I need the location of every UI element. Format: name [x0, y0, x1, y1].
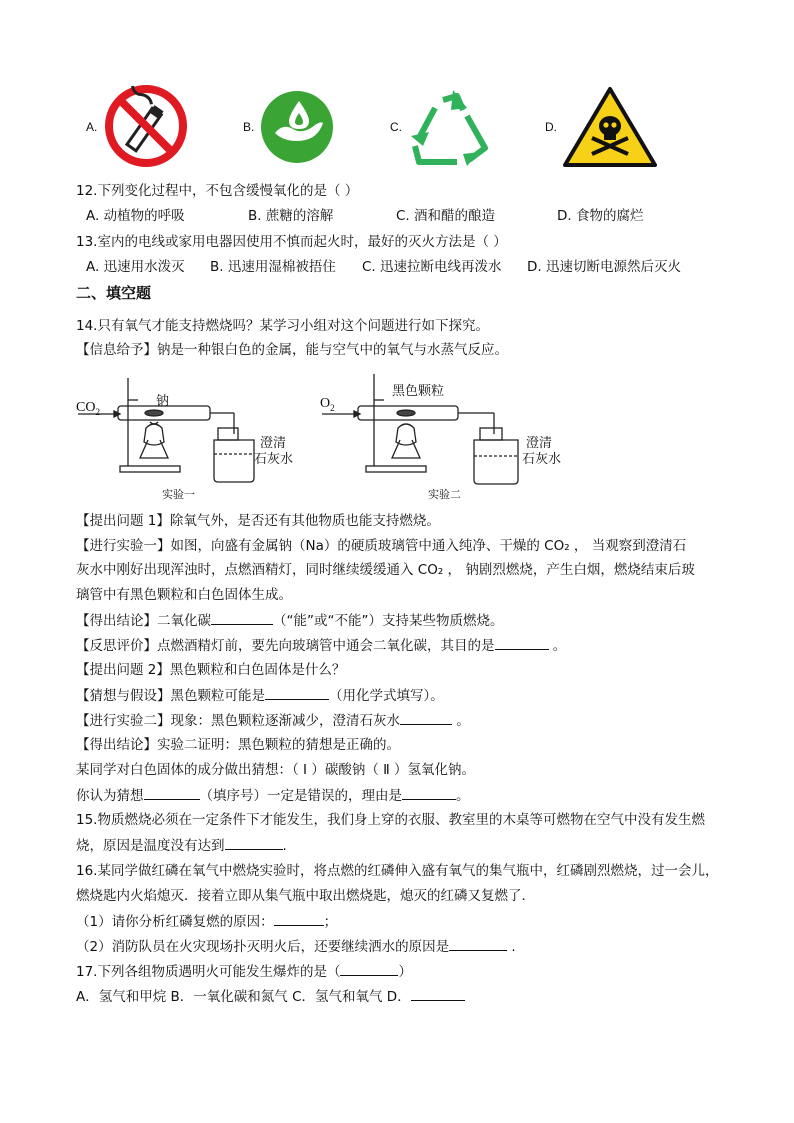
option-d-letter: D.	[545, 120, 557, 134]
q14-exp2: 【进行实验二】现象：黑色颗粒逐渐减少，澄清石灰水 。	[76, 710, 470, 731]
q12-option-a: A. 动植物的呼吸	[86, 208, 185, 224]
q13-stem: 13.室内的电线或家用电器因使用不慎而起火时，最好的灭火方法是（ ）	[76, 234, 507, 250]
q13-option-b: B. 迅速用湿棉被捂住	[210, 259, 336, 275]
q14-problem2: 【提出问题 2】黑色颗粒和白色固体是什么？	[76, 662, 346, 678]
q14-reflect: 【反思评价】点燃酒精灯前，要先向玻璃管中通会二氧化碳，其目的是 。	[76, 635, 566, 656]
exp2-water-label-2: 石灰水	[522, 452, 562, 467]
q14-exp1-line1: 【进行实验一】如图，向盛有金属钠（Na）的硬质玻璃管中通入纯净、干燥的 CO₂ ， 当观察到澄清石	[76, 538, 687, 554]
q15-line1: 15.物质燃烧必须在一定条件下才能发生，我们身上穿的衣服、教室里的木桌等可燃物在空气中没有发生燃	[76, 812, 705, 828]
answer-blank[interactable]	[225, 835, 283, 850]
answer-blank[interactable]	[411, 986, 465, 1001]
q15-line2: 烧，原因是温度没有达到 .	[76, 835, 287, 856]
exp2-gas-label: $O_2$	[320, 396, 335, 413]
no-smoking-icon	[104, 84, 188, 168]
answer-blank[interactable]	[144, 785, 200, 800]
q12-option-d: D. 食物的腐烂	[557, 208, 644, 224]
exp2-particles-label: 黑色颗粒	[392, 384, 445, 399]
q16-line2: 燃烧匙内火焰熄灭．接着立即从集气瓶中取出燃烧匙，熄灭的红磷又复燃了．	[76, 888, 535, 904]
q14-conclusion2: 【得出结论】实验二证明：黑色颗粒的猜想是正确的。	[76, 737, 400, 753]
answer-blank[interactable]	[211, 610, 273, 625]
q12-option-c: C. 酒和醋的酿造	[396, 208, 496, 224]
answer-blank[interactable]	[449, 936, 507, 951]
section-heading: 二、填空题	[76, 284, 152, 302]
answer-blank[interactable]	[265, 685, 329, 700]
water-saving-icon	[259, 89, 335, 165]
answer-blank[interactable]	[400, 710, 452, 725]
experiment-figure	[74, 368, 594, 508]
apparatus-drawing	[74, 368, 594, 508]
answer-blank[interactable]	[495, 635, 549, 650]
q13-option-a: A. 迅速用水泼灭	[86, 259, 185, 275]
q16-line1: 16.某同学做红磷在氧气中燃烧实验时，将点燃的红磷伸入盛有氧气的集气瓶中，红磷剧烈燃烧，过一会儿，	[76, 863, 719, 879]
q14-wrong-guess: 你认为猜想 （填序号）一定是错误的，理由是 。	[76, 785, 470, 806]
q13-option-c: C. 迅速拉断电线再泼水	[362, 259, 502, 275]
q17-stem: 17.下列各组物质遇明火可能发生爆炸的是（ ）	[76, 961, 412, 982]
q14-info: 【信息给予】钠是一种银白色的金属，能与空气中的氧气与水蒸气反应。	[76, 342, 508, 358]
q14-white-guess: 某同学对白色固体的成分做出猜想：（ Ⅰ ）碳酸钠（ Ⅱ ）氢氧化钠。	[76, 762, 476, 778]
q14-exp1-line3: 璃管中有黑色颗粒和白色固体生成。	[76, 587, 292, 603]
exp1-water-label-2: 石灰水	[254, 452, 294, 467]
q17-options: A．氢气和甲烷 B．一氧化碳和氮气 C．氢气和氧气 D．	[76, 986, 465, 1007]
answer-blank[interactable]	[402, 785, 456, 800]
q14-conclusion1: 【得出结论】二氧化碳 （“能”或“不能”）支持某些物质燃烧。	[76, 610, 503, 631]
q14-problem1: 【提出问题 1】除氧气外，是否还有其他物质也能支持燃烧。	[76, 513, 440, 529]
option-a-letter: A.	[86, 120, 98, 134]
exp1-water-label-1: 澄清	[260, 436, 287, 451]
exp2-caption: 实验二	[428, 488, 461, 501]
exp2-water-label-1: 澄清	[526, 436, 553, 451]
option-b-letter: B.	[243, 120, 255, 134]
toxic-warning-icon	[562, 86, 658, 168]
option-c-letter: C.	[390, 120, 402, 134]
exp1-sodium-label: 钠	[156, 394, 170, 409]
answer-blank[interactable]	[340, 961, 398, 976]
exp1-gas-label: $CO_2$	[76, 400, 100, 417]
q12-stem: 12.下列变化过程中，不包含缓慢氧化的是（ ）	[76, 183, 359, 199]
answer-blank[interactable]	[274, 911, 324, 926]
q13-option-d: D. 迅速切断电源然后灭火	[527, 259, 681, 275]
q12-option-b: B. 蔗糖的溶解	[248, 208, 334, 224]
exp1-caption: 实验一	[162, 488, 195, 501]
q16-sub2: （2）消防队员在火灾现场扑灭明火后，还要继续洒水的原因是 .	[76, 936, 516, 957]
q16-sub1: （1）请你分析红磷复燃的原因： ；	[76, 911, 337, 932]
recycle-icon	[405, 88, 495, 168]
q14-exp1-line2: 灰水中刚好出现浑浊时，点燃酒精灯，同时继续缓缓通入 CO₂ ， 钠剧烈燃烧，产生白烟，燃烧结束后玻	[76, 562, 695, 578]
q14-stem: 14.只有氧气才能支持燃烧吗？某学习小组对这个问题进行如下探究。	[76, 318, 489, 334]
q14-guess: 【猜想与假设】黑色颗粒可能是 （用化学式填写）。	[76, 685, 444, 706]
